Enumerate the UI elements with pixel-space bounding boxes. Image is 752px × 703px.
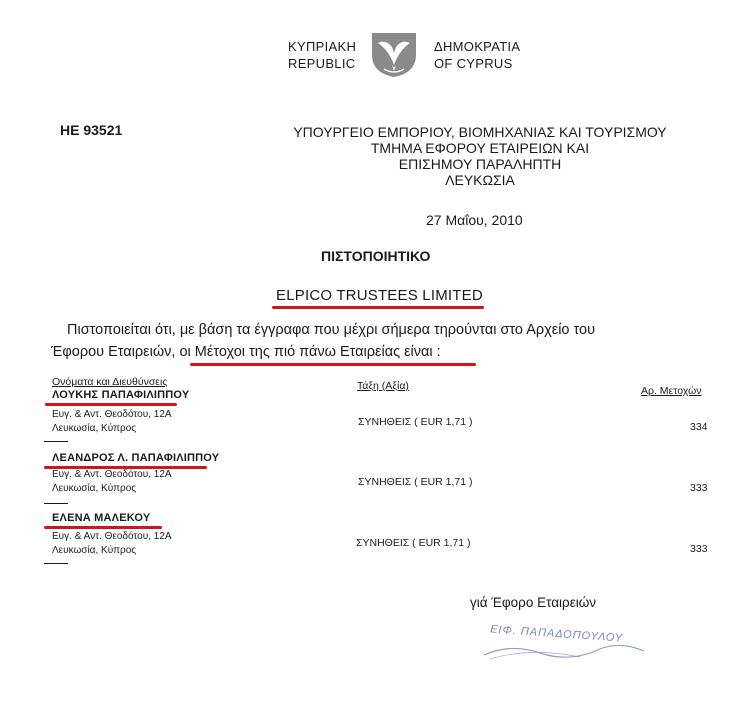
header-right (434, 38, 520, 72)
company-name-highlight (272, 306, 484, 309)
shareholder-name: ΛΟΥΚΗΣ ΠΑΠΑΦΙΛΙΠΠΟΥ (52, 389, 190, 401)
shareholder-shares: 334 (690, 421, 708, 433)
header-right-line2: OF CYPRUS (434, 56, 513, 71)
shareholder-address-line1: Ευγ. & Αντ. Θεοδότου, 12Α (52, 409, 172, 420)
shareholder-shares: 333 (690, 543, 708, 555)
shareholder-name: ΛΕΑΝΔΡΟΣ Λ. ΠΑΠΑΦΙΛΙΠΠΟΥ (52, 452, 220, 464)
signature-icon (480, 635, 650, 665)
cyprus-emblem-icon (366, 29, 422, 79)
company-name: ELPICO TRUSTEES LIMITED (276, 287, 483, 304)
header-left (288, 38, 356, 72)
shareholder-class: ΣΥΝΗΘΕΙΣ ( EUR 1,71 ) (358, 416, 473, 428)
header-right-line1: ΔΗΜΟΚΡΑΤΙΑ (434, 39, 521, 54)
document-title: ΠΙΣΤΟΠΟΙΗΤΙΚΟ (321, 248, 431, 264)
header-left-line2: REPUBLIC (288, 56, 356, 71)
certification-line2: Έφορου Εταιρειών, οι Μέτοχοι της πιό πάνω Εταιρείας είναι : (51, 344, 441, 360)
ministry-block (230, 124, 730, 188)
column-header-class: Τάξη (Αξία) (357, 380, 409, 392)
shareholder-address (52, 408, 172, 436)
ministry-line2: ΤΜΗΜΑ ΕΦΟΡΟΥ ΕΤΑΙΡΕΙΩΝ ΚΑΙ (370, 140, 590, 156)
certification-line1: Πιστοποιείται ότι, με βάση τα έγγραφα που μέχρι σήμερα τηρούνται στο Αρχείο του (67, 322, 596, 338)
certification-highlight (190, 363, 476, 366)
shareholder-address-line1: Ευγ. & Αντ. Θεοδότου, 12Α (52, 531, 172, 542)
official-stamp: ΕΙΦ. ΠΑΠΑΔΟΠΟΥΛΟΥ (489, 623, 624, 645)
row-divider (44, 441, 68, 442)
shareholder-address (52, 530, 172, 558)
ministry-line3: ΕΠΙΣΗΜΟΥ ΠΑΡΑΛΗΠΤΗ (398, 156, 562, 172)
row-divider (44, 503, 68, 504)
shareholder-name-highlight (44, 526, 162, 529)
shareholder-address-line2: Λευκωσία, Κύπρος (52, 423, 137, 434)
row-divider (44, 563, 68, 564)
column-header-names: Ονόματα και Διευθύνσεις (52, 376, 168, 388)
shareholder-name: ΕΛΕΝΑ ΜΑΛΕΚΟΥ (52, 512, 151, 524)
registration-number: HE 93521 (60, 122, 123, 138)
column-header-shares: Αρ. Μετοχών (641, 385, 702, 397)
shareholder-name-highlight (45, 403, 177, 406)
ministry-line4: ΛΕΥΚΩΣΙΑ (445, 172, 515, 188)
document-date: 27 Μαΐου, 2010 (426, 212, 523, 228)
shareholder-class: ΣΥΝΗΘΕΙΣ ( EUR 1,71 ) (356, 537, 471, 549)
shareholder-address-line1: Ευγ. & Αντ. Θεοδότου, 12Α (52, 469, 172, 480)
shareholder-class: ΣΥΝΗΘΕΙΣ ( EUR 1,71 ) (358, 476, 473, 488)
shareholder-address-line2: Λευκωσία, Κύπρος (52, 483, 137, 494)
header-left-line1: ΚΥΠΡΙΑΚΗ (288, 39, 357, 54)
shareholder-address (52, 468, 172, 496)
shareholder-shares: 333 (690, 482, 708, 494)
shareholder-address-line2: Λευκωσία, Κύπρος (52, 545, 137, 556)
ministry-line1: ΥΠΟΥΡΓΕΙΟ ΕΜΠΟΡΙΟΥ, ΒΙΟΜΗΧΑΝΙΑΣ ΚΑΙ ΤΟΥΡΙΣΜΟΥ (293, 124, 667, 140)
signature-caption: γιά Έφορο Εταιρειών (470, 595, 597, 610)
